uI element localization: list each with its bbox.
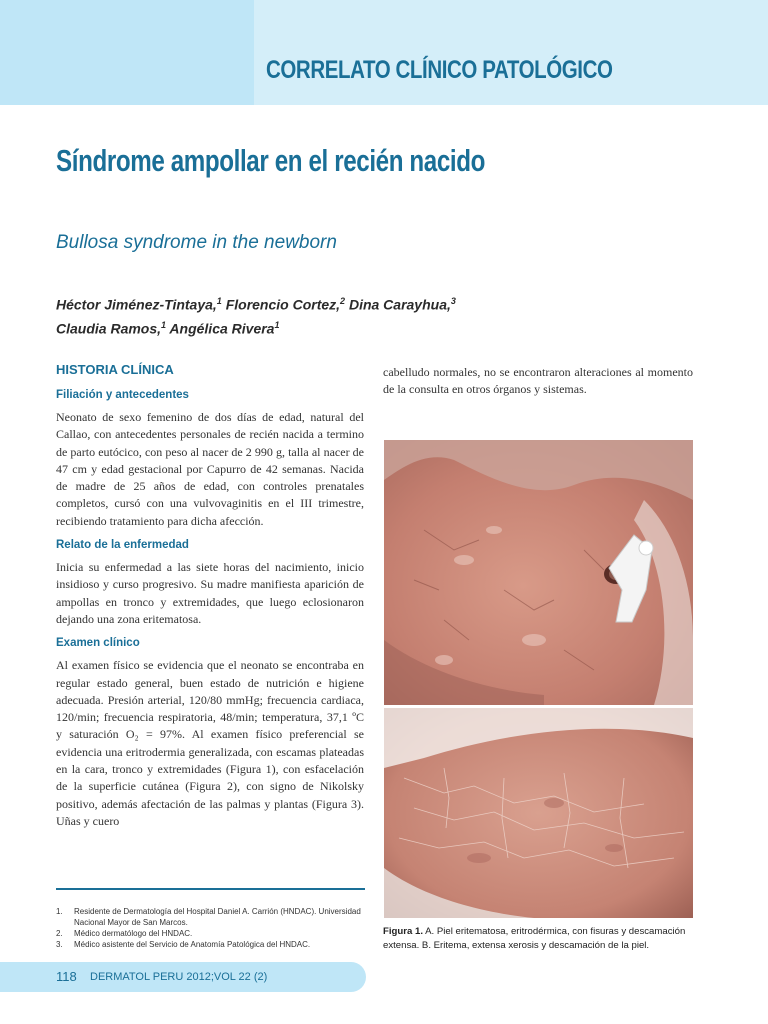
paragraph-filiacion: Neonato de sexo femenino de dos días de edad, natural del Callao, con antecedentes personales de recién nacida a termino de parto eutócico, con peso al nacer de 2 990 g, talla al nacer de 47 cm y edad gestacional por Capurro de 42 semanas. Nacida de madre de 25 años de edad, con controles prenatales completos, cursó con una vulvovaginitis en el III trimestre, recibiendo tratamiento para dicha afección. bbox=[56, 410, 364, 528]
author-line-1 bbox=[56, 291, 456, 315]
footnote-text: Médico asistente del Servicio de Anatomía Patológica del HNDAC. bbox=[74, 940, 311, 949]
footnote-item bbox=[56, 928, 366, 939]
author-affiliation: 3 bbox=[450, 296, 456, 306]
footnote-item bbox=[56, 906, 366, 928]
section-title: CORRELATO CLÍNICO PATOLÓGICO bbox=[266, 56, 613, 84]
author-affiliation: 2 bbox=[340, 296, 346, 306]
footnote-divider bbox=[56, 888, 365, 890]
author-name: Claudia Ramos, bbox=[56, 320, 162, 337]
article-subtitle: Bullosa syndrome in the newborn bbox=[56, 232, 337, 253]
paragraph-examen: Al examen físico se evidencia que el neonato se encontraba en regular estado general, buen estado de nutrición e higiene adecuada. Presión arterial, 120/80 mmHg; frecuencia cardiaca, 120/min; frecuencia respiratoria, 48/min; temperatura, 37,1 ºC y saturación O₂ = 97%. Al examen físico preferencial se evidencia una eritrodermia generalizada, con escamas plateadas en la cara, tronco y extremidades (Figura 1), con esfacelación de la superficie cutánea (Figura 2), con signo de Nikolsky positivo, además afectación de las palmas y plantas (Figura 3). Uñas y cuero bbox=[56, 658, 364, 828]
journal-reference: DERMATOL PERU 2012;VOL 22 (2) bbox=[90, 971, 268, 983]
subheading-filiacion: Filiación y antecedentes bbox=[56, 389, 189, 401]
figure-caption-text: A. Piel eritematosa, eritrodérmica, con fisuras y descamación extensa. B. Eritema, extensa xerosis y descamación de la piel. bbox=[383, 926, 686, 951]
footnotes bbox=[56, 906, 366, 950]
footnote-text: Médico dermatólogo del HNDAC. bbox=[74, 929, 193, 938]
author-list bbox=[56, 291, 456, 338]
author-affiliation: 1 bbox=[274, 319, 280, 330]
skin-photo-a bbox=[384, 440, 693, 705]
subheading-examen: Examen clínico bbox=[56, 637, 140, 650]
author-name: Florencio Cortez, bbox=[221, 296, 341, 313]
subheading-relato: Relato de la enfermedad bbox=[56, 539, 189, 552]
author-name: Angélica Rivera bbox=[166, 320, 275, 337]
page-number: 118 bbox=[56, 969, 77, 984]
author-name: Héctor Jiménez-Tintaya, bbox=[56, 296, 217, 313]
paragraph-relato: Inicia su enfermedad a las siete horas del nacimiento, inicio insidioso y curso progresivo. Su madre manifiesta aparición de ampollas en tronco y extremidades, que luego eclosionaron dejando una zona eritematosa. bbox=[56, 560, 364, 626]
footnote-number: 3. bbox=[56, 940, 63, 949]
footnote-number: 2. bbox=[56, 929, 63, 938]
skin-photo-b bbox=[384, 708, 693, 918]
footnote-text: Residente de Dermatología del Hospital Daniel A. Carrión (HNDAC). Universidad Nacional Mayor de San Marcos. bbox=[74, 907, 361, 927]
section-header-block bbox=[254, 0, 768, 105]
author-line-2 bbox=[56, 315, 456, 339]
figure-label: Figura 1. bbox=[383, 926, 423, 937]
section-heading: HISTORIA CLÍNICA bbox=[56, 362, 174, 377]
author-affiliation: 1 bbox=[161, 319, 167, 330]
paragraph-continuation: cabelludo normales, no se encontraron alteraciones al momento de la consulta en otros órganos y sistemas. bbox=[383, 365, 693, 397]
figure-1a-photo bbox=[384, 440, 693, 705]
author-affiliation: 1 bbox=[216, 296, 222, 306]
article-title: Síndrome ampollar en el recién nacido bbox=[56, 143, 486, 178]
author-name: Dina Carayhua, bbox=[345, 296, 451, 313]
footnote-number: 1. bbox=[56, 907, 63, 916]
figure-1b-photo bbox=[384, 708, 693, 918]
figure-caption bbox=[383, 925, 693, 953]
footnote-item bbox=[56, 939, 366, 950]
left-column bbox=[56, 362, 364, 839]
